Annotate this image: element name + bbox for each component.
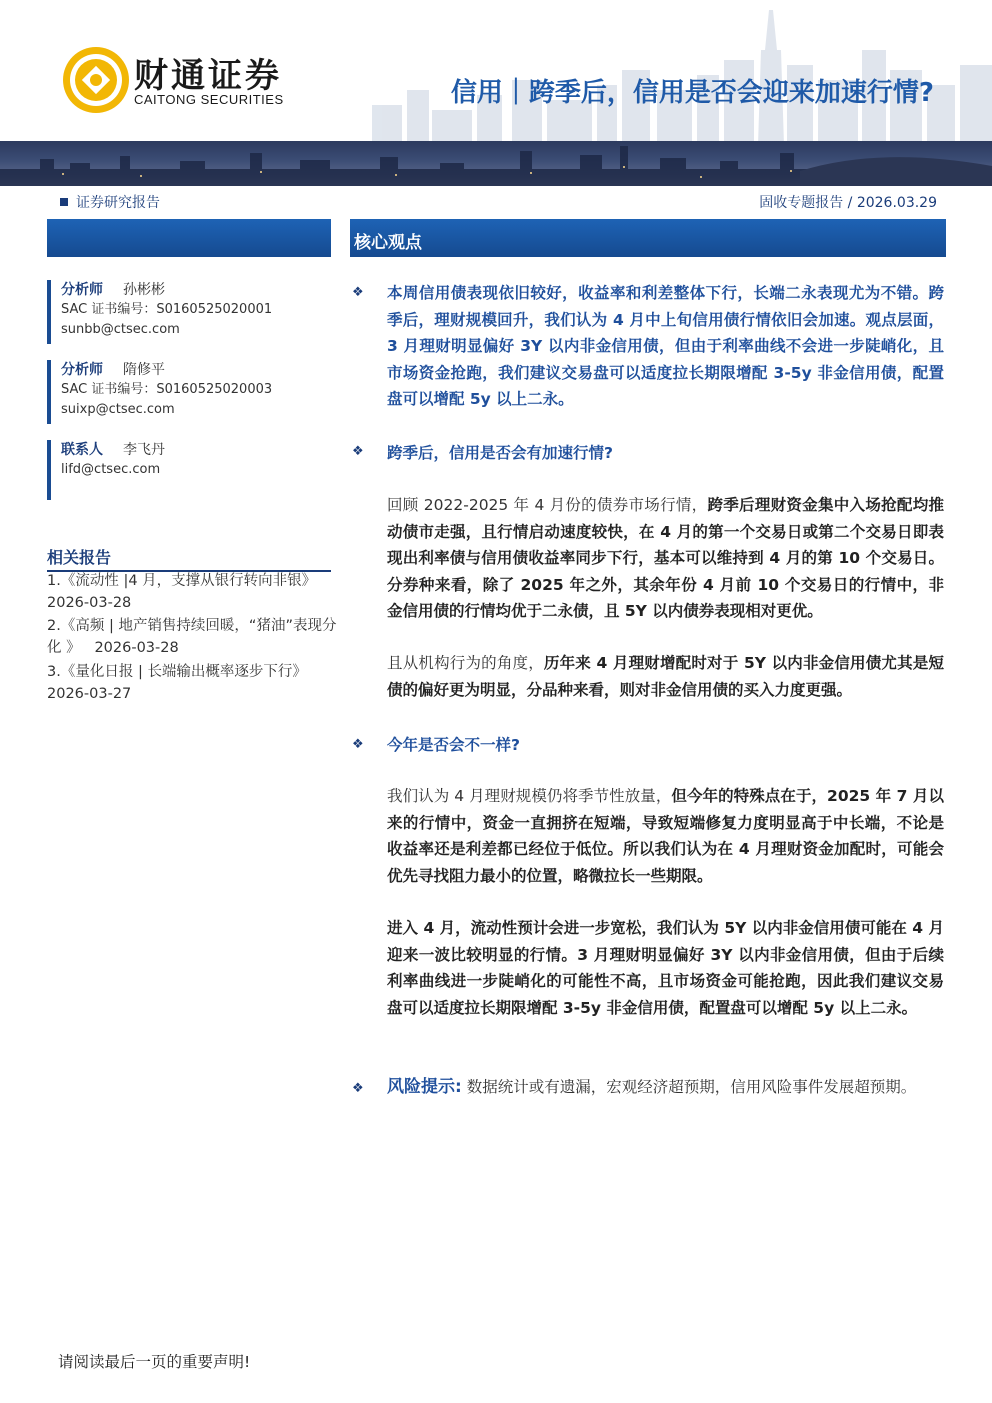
contact-card [47, 440, 331, 500]
analyst-sac: SAC 证书编号：S0160525020001 [61, 302, 273, 317]
related-report-item[interactable] [47, 661, 337, 705]
related-report-date: 2026-03-27 [47, 686, 132, 702]
risk-label: 风险提示: [387, 1077, 462, 1097]
analyst-role: 分析师 [61, 362, 103, 378]
analyst-card [47, 280, 331, 344]
caitong-coin-logo-icon [60, 44, 132, 116]
related-report-title[interactable]: 3.《量化日报 | 长端输出概率逐步下行》 [47, 664, 307, 680]
analyst-role: 分析师 [61, 282, 103, 298]
analyst-name: 隋修平 [123, 362, 165, 378]
risk-text: 数据统计或有遗漏，宏观经济超预期，信用风险事件发展超预期。 [466, 1078, 917, 1096]
core-summary-paragraph: 本周信用债表现依旧较好，收益率和利差整体下行，长端二永表现尤为不错。跨季后，理财规模回升，我们认为 4 月中上旬信用债行情依旧会加速。观点层面，3 月理财明显偏好 3Y 以内非金信用债，但由于利率曲线不会进一步陡峭化，且市场资金抢跑，我们建议交易盘可以适度拉长期限增配 3-5y 非金信用债，配置盘可以增配 5y 以上二永。 [387, 284, 944, 408]
brand-name-en: CAITONG SECURITIES [134, 92, 284, 107]
core-views-title: 核心观点 [354, 233, 422, 253]
diamond-bullet-icon: ❖ [352, 444, 364, 459]
report-category-date: 固收专题报告 / 2026.03.29 [759, 195, 937, 211]
diamond-bullet-icon: ❖ [352, 1081, 364, 1096]
contact-name: 李飞丹 [123, 442, 165, 458]
diamond-bullet-icon: ❖ [352, 737, 364, 752]
body-paragraph: 回顾 2022-2025 年 4 月份的债券市场行情，跨季后理财资金集中入场抢配均推动债市走强，且行情启动速度较快，在 4 月的第一个交易日或第二个交易日即表现出利率债与信用债收益率同步下行，基本可以维持到 4 月的第 10 个交易日。分券种来看，除了 2025 年之外，其余年份 4 月前 10 个交易日的行情中，非金信用债的行情均优于二永债，且 5Y 以内债券表现相对更优。 [387, 496, 944, 620]
analyst-sac: SAC 证书编号：S0160525020003 [61, 382, 273, 397]
footer-disclaimer-note: 请阅读最后一页的重要声明! [58, 1353, 251, 1371]
analyst-email[interactable]: suixp@ctsec.com [61, 402, 175, 417]
brand-name-cn: 财通证券 [134, 56, 282, 96]
body-paragraph: 且从机构行为的角度，历年来 4 月理财增配时对于 5Y 以内非金信用债尤其是短债的偏好更为明显，分品种来看，则对非金信用债的买入力度更强。 [387, 654, 944, 699]
city-photo-band [0, 141, 992, 186]
core-views-bar [350, 219, 946, 257]
body-paragraph: 我们认为 4 月理财规模仍将季节性放量，但今年的特殊点在于，2025 年 7 月以来的行情中，资金一直拥挤在短端，导致短端修复力度明显高于中长端，不论是收益率还是利差都已经位于低位。所以我们认为在 4 月理财资金加配时，可能会优先寻找阻力最小的位置，略微拉长一些期限。 [387, 787, 944, 885]
left-column-bar [47, 219, 331, 257]
related-report-date: 2026-03-28 [47, 595, 132, 611]
related-report-title[interactable]: 1.《流动性 |4 月，支撑从银行转向非银》 [47, 573, 317, 589]
section-heading: 跨季后，信用是否会有加速行情? [387, 444, 613, 462]
body-paragraph: 进入 4 月，流动性预计会进一步宽松，我们认为 5Y 以内非金信用债可能在 4 月迎来一波比较明显的行情。3 月理财明显偏好 3Y 以内非金信用债，但由于后续利率曲线进一步陡峭化的可能性不高，且市场资金可能抢跑，因此我们建议交易盘可以适度拉长期限增配 3-5y 非金信用债，配置盘可以增配 5y 以上二永。 [387, 919, 944, 1017]
analyst-name: 孙彬彬 [123, 282, 165, 298]
analyst-email[interactable]: sunbb@ctsec.com [61, 322, 180, 337]
contact-role: 联系人 [61, 442, 103, 458]
related-reports-title: 相关报告 [47, 545, 331, 572]
section-heading: 今年是否会不一样? [387, 736, 520, 754]
risk-warning [387, 1074, 944, 1101]
contact-email[interactable]: lifd@ctsec.com [61, 462, 161, 477]
report-type-label: 证券研究报告 [60, 192, 160, 212]
report-title: 信用｜跨季后，信用是否会迎来加速行情? [450, 78, 934, 108]
report-header [0, 0, 992, 186]
related-report-title[interactable]: 2.《高频 | 地产销售持续回暖，“猪油”表现分化 》 2026-03-28 [47, 618, 337, 656]
related-report-item[interactable] [47, 615, 337, 659]
analyst-card [47, 360, 331, 424]
square-bullet-icon [60, 198, 68, 206]
related-report-item[interactable] [47, 570, 337, 614]
diamond-bullet-icon: ❖ [352, 285, 364, 300]
related-report-date: 2026-03-28 [94, 640, 179, 656]
